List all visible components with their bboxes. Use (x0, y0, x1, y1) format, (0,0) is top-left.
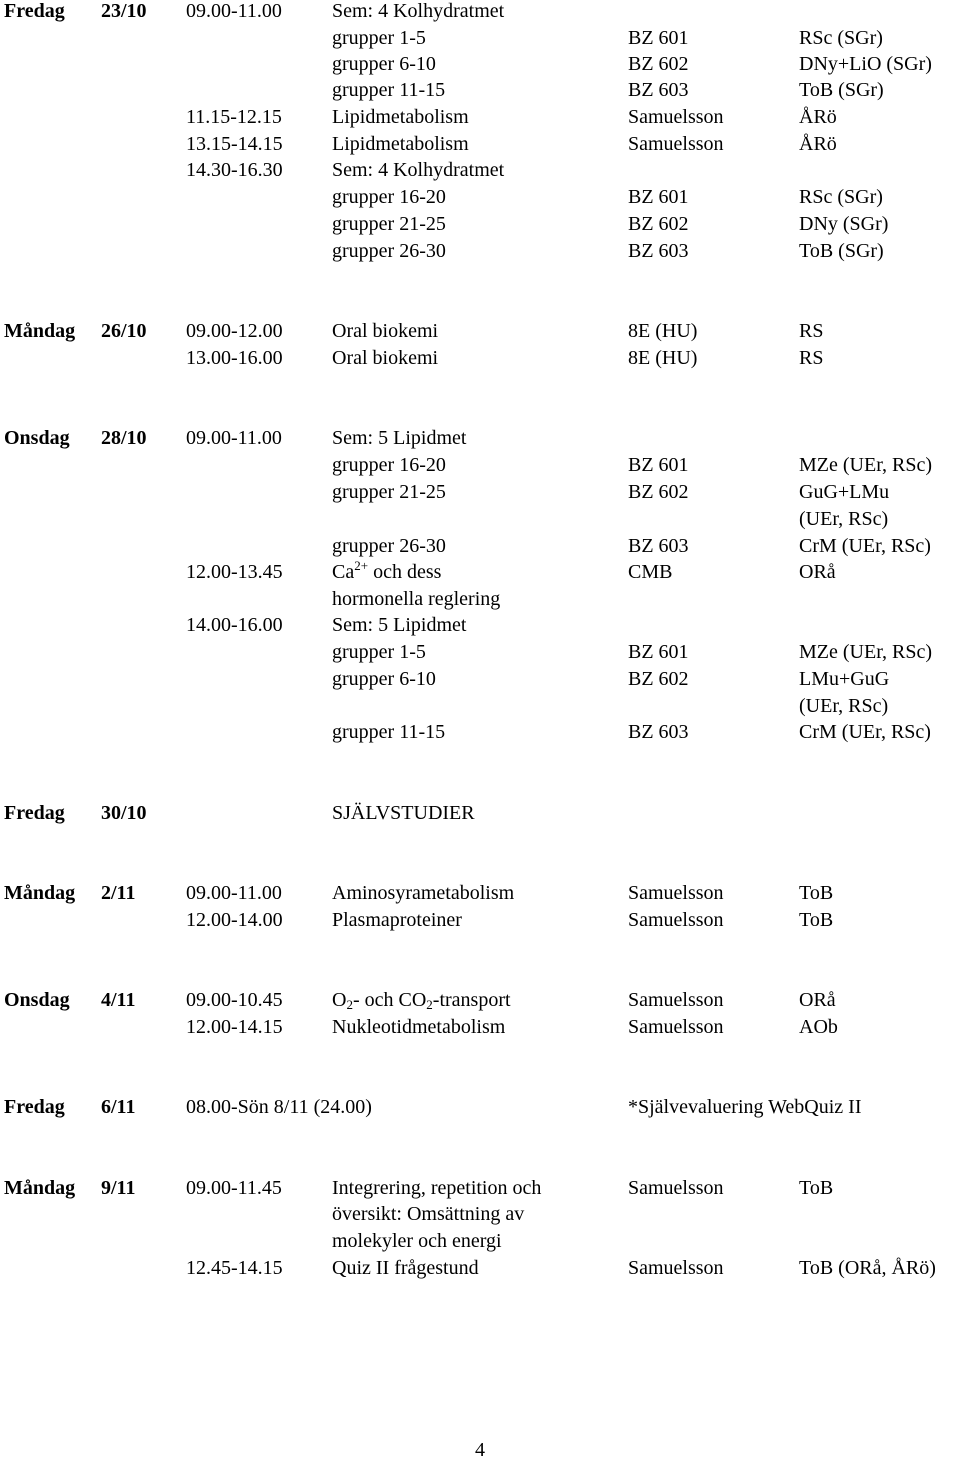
time: 12.00-14.15 (186, 1016, 283, 1038)
date: 23/10 (101, 0, 147, 22)
room: BZ 602 (628, 213, 689, 235)
time: 09.00-11.00 (186, 882, 282, 904)
teacher: MZe (UEr, RSc) (799, 641, 933, 663)
teacher: ORå (799, 561, 836, 583)
teacher: ToB (799, 909, 834, 931)
schedule-row (0, 238, 960, 265)
activity: Sem: 4 Kolhydratmet (332, 159, 505, 181)
date: 30/10 (101, 802, 147, 824)
room: BZ 603 (628, 240, 689, 262)
activity: Quiz II frågestund (332, 1257, 479, 1279)
schedule-row (0, 506, 960, 533)
subscript: 2 (426, 997, 433, 1012)
activity: grupper 11-15 (332, 721, 446, 743)
activity (332, 559, 441, 586)
schedule-row (0, 533, 960, 560)
activity-part: - och CO (352, 989, 427, 1011)
schedule-row (0, 25, 960, 52)
schedule-row (0, 666, 960, 693)
activity (332, 987, 511, 1014)
activity: Oral biokemi (332, 320, 439, 342)
teacher: RS (799, 320, 824, 342)
time: 14.30-16.30 (186, 159, 283, 181)
schedule-row (0, 425, 960, 452)
activity: grupper 1-5 (332, 27, 426, 49)
schedule-row (0, 800, 960, 827)
room: Samuelsson (628, 909, 724, 931)
room: Samuelsson (628, 989, 724, 1011)
activity: Lipidmetabolism (332, 106, 469, 128)
date: 4/11 (101, 989, 136, 1011)
schedule-row (0, 184, 960, 211)
activity: grupper 16-20 (332, 454, 446, 476)
activity: grupper 6-10 (332, 668, 436, 690)
schedule-row (0, 559, 960, 586)
activity: Lipidmetabolism (332, 133, 469, 155)
date: 6/11 (101, 1096, 136, 1118)
day: Fredag (4, 802, 65, 824)
time: 14.00-16.00 (186, 614, 283, 636)
activity-part: O (332, 989, 347, 1011)
time: 09.00-10.45 (186, 989, 283, 1011)
time: 09.00-11.45 (186, 1177, 282, 1199)
time: 13.15-14.15 (186, 133, 283, 155)
activity: grupper 26-30 (332, 535, 446, 557)
activity: grupper 11-15 (332, 79, 446, 101)
schedule-row (0, 452, 960, 479)
schedule-row (0, 1014, 960, 1041)
teacher: LMu+GuG (799, 668, 890, 690)
schedule-row (0, 318, 960, 345)
room: *Självevaluering WebQuiz II (628, 1096, 862, 1118)
teacher: MZe (UEr, RSc) (799, 454, 933, 476)
activity: grupper 1-5 (332, 641, 426, 663)
teacher: ToB (799, 882, 834, 904)
page-number: 4 (475, 1439, 485, 1461)
activity: grupper 21-25 (332, 481, 446, 503)
room: BZ 602 (628, 53, 689, 75)
room: Samuelsson (628, 882, 724, 904)
time: 09.00-11.00 (186, 0, 282, 22)
date: 9/11 (101, 1177, 136, 1199)
schedule-row (0, 131, 960, 158)
teacher: (UEr, RSc) (799, 695, 889, 717)
date: 28/10 (101, 427, 147, 449)
activity: översikt: Omsättning av (332, 1203, 525, 1225)
room: BZ 601 (628, 641, 689, 663)
schedule-row (0, 880, 960, 907)
schedule-row (0, 612, 960, 639)
day: Onsdag (4, 989, 70, 1011)
date: 2/11 (101, 882, 136, 904)
time: 12.00-13.45 (186, 561, 283, 583)
schedule-row (0, 157, 960, 184)
activity: grupper 6-10 (332, 53, 436, 75)
teacher: RS (799, 347, 824, 369)
time: 08.00-Sön 8/11 (24.00) (186, 1096, 372, 1118)
schedule-row (0, 77, 960, 104)
activity: Oral biokemi (332, 347, 439, 369)
day: Måndag (4, 1177, 76, 1199)
room: Samuelsson (628, 1257, 724, 1279)
teacher: CrM (UEr, RSc) (799, 721, 931, 743)
teacher: RSc (SGr) (799, 27, 883, 49)
time: 11.15-12.15 (186, 106, 282, 128)
schedule-row (0, 345, 960, 372)
room: Samuelsson (628, 1177, 724, 1199)
activity: grupper 16-20 (332, 186, 446, 208)
day: Fredag (4, 0, 65, 22)
teacher: DNy+LiO (SGr) (799, 53, 932, 75)
room: BZ 601 (628, 186, 689, 208)
schedule-row (0, 586, 960, 613)
activity-part: -transport (432, 989, 511, 1011)
teacher: DNy (SGr) (799, 213, 889, 235)
subscript: 2 (346, 997, 353, 1012)
teacher: ToB (ORå, ÅRö) (799, 1257, 936, 1279)
teacher: ToB (SGr) (799, 79, 884, 101)
time: 12.00-14.00 (186, 909, 283, 931)
schedule-row (0, 1228, 960, 1255)
schedule-row (0, 1094, 960, 1121)
time: 09.00-11.00 (186, 427, 282, 449)
schedule-row (0, 104, 960, 131)
activity: Sem: 5 Lipidmet (332, 427, 467, 449)
activity: SJÄLVSTUDIER (332, 802, 475, 824)
room: BZ 603 (628, 79, 689, 101)
activity: grupper 21-25 (332, 213, 446, 235)
day: Fredag (4, 1096, 65, 1118)
teacher: ORå (799, 989, 836, 1011)
room: Samuelsson (628, 1016, 724, 1038)
room: BZ 602 (628, 481, 689, 503)
activity-part: Ca (332, 561, 355, 583)
activity: Plasmaproteiner (332, 909, 462, 931)
time: 13.00-16.00 (186, 347, 283, 369)
schedule-row (0, 51, 960, 78)
superscript: 2+ (354, 558, 369, 573)
activity: molekyler och energi (332, 1230, 502, 1252)
room: BZ 601 (628, 454, 689, 476)
room: BZ 602 (628, 668, 689, 690)
schedule-row (0, 693, 960, 720)
schedule-row (0, 719, 960, 746)
teacher: ToB (799, 1177, 834, 1199)
schedule-row (0, 0, 960, 25)
teacher: (UEr, RSc) (799, 508, 889, 530)
schedule-row (0, 479, 960, 506)
room: 8E (HU) (628, 320, 698, 342)
schedule-row (0, 1175, 960, 1202)
teacher: ToB (SGr) (799, 240, 884, 262)
room: 8E (HU) (628, 347, 698, 369)
schedule-row (0, 907, 960, 934)
activity: grupper 26-30 (332, 240, 446, 262)
schedule-row (0, 1201, 960, 1228)
room: BZ 603 (628, 721, 689, 743)
room: BZ 601 (628, 27, 689, 49)
activity: Integrering, repetition och (332, 1177, 542, 1199)
day: Onsdag (4, 427, 70, 449)
schedule-row (0, 1255, 960, 1282)
day: Måndag (4, 320, 76, 342)
room: Samuelsson (628, 133, 724, 155)
activity: Aminosyrametabolism (332, 882, 515, 904)
teacher: GuG+LMu (799, 481, 890, 503)
schedule-row (0, 987, 960, 1014)
teacher: RSc (SGr) (799, 186, 883, 208)
schedule-row (0, 211, 960, 238)
teacher: AOb (799, 1016, 838, 1038)
teacher: ÅRö (799, 133, 837, 155)
activity-part: och dess (368, 561, 442, 583)
teacher: ÅRö (799, 106, 837, 128)
room: Samuelsson (628, 106, 724, 128)
day: Måndag (4, 882, 76, 904)
schedule-row (0, 639, 960, 666)
activity: Nukleotidmetabolism (332, 1016, 506, 1038)
date: 26/10 (101, 320, 147, 342)
activity: hormonella reglering (332, 588, 501, 610)
activity: Sem: 4 Kolhydratmet (332, 0, 505, 22)
teacher: CrM (UEr, RSc) (799, 535, 931, 557)
activity: Sem: 5 Lipidmet (332, 614, 467, 636)
room: BZ 603 (628, 535, 689, 557)
time: 09.00-12.00 (186, 320, 283, 342)
room: CMB (628, 561, 673, 583)
time: 12.45-14.15 (186, 1257, 283, 1279)
